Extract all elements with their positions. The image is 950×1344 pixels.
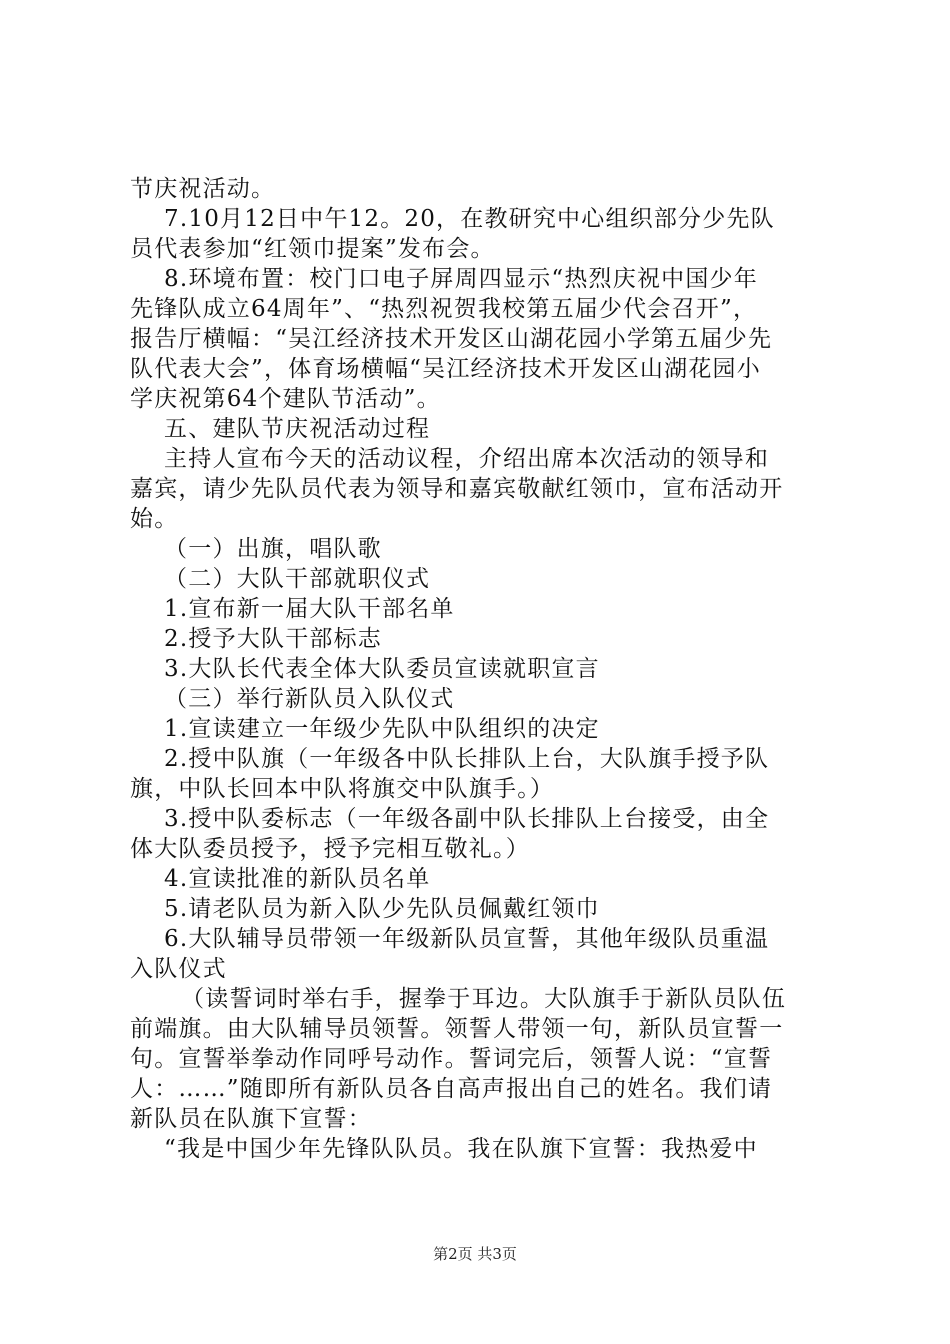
text-line: “我是中国少年先锋队队员。我在队旗下宣誓：我热爱中 (130, 1136, 758, 1162)
list-item: 1.宣布新一届大队干部名单 (130, 596, 455, 622)
text-line: 队代表大会”，体育场横幅“吴江经济技术开发区山湖花园小 (130, 356, 761, 382)
section-heading: 五、建队节庆祝活动过程 (130, 416, 431, 442)
text-line: 学庆祝第64个建队节活动”。 (130, 386, 441, 412)
text-line: 先锋队成立64周年”、“热烈祝贺我校第五届少代会召开”， (130, 296, 758, 322)
list-item: 3.授中队委标志（一年级各副中队长排队上台接受，由全 (130, 806, 770, 832)
text-line: 句。宣誓举拳动作同呼号动作。誓词完后，领誓人说：“宣誓 (130, 1046, 773, 1072)
text-line: 始。 (130, 506, 179, 532)
text-line: 8.环境布置：校门口电子屏周四显示“热烈庆祝中国少年 (130, 266, 758, 292)
text-line: 人：……”随即所有新队员各自高声报出自己的姓名。我们请 (130, 1076, 773, 1102)
list-item: 3.大队长代表全体大队委员宣读就职宣言 (130, 656, 600, 682)
subsection-heading: （三）举行新队员入队仪式 (130, 686, 455, 712)
list-item: 2.授予大队干部标志 (130, 626, 382, 652)
text-line: 入队仪式 (130, 956, 227, 982)
document-body (130, 174, 830, 1164)
text-line: 节庆祝活动。 (130, 176, 276, 202)
text-line: 报告厅横幅：“吴江经济技术开发区山湖花园小学第五届少先 (130, 326, 773, 352)
text-line: 主持人宣布今天的活动议程，介绍出席本次活动的领导和 (130, 446, 770, 472)
text-line: 员代表参加“红领巾提案”发布会。 (130, 236, 495, 262)
list-item: 4.宣读批准的新队员名单 (130, 866, 431, 892)
text-line: （读誓词时举右手，握拳于耳边。大队旗手于新队员队伍 (130, 986, 787, 1012)
text-line: 嘉宾，请少先队员代表为领导和嘉宾敬献红领巾，宣布活动开 (130, 476, 784, 502)
list-item: 1.宣读建立一年级少先队中队组织的决定 (130, 716, 600, 742)
subsection-heading: （一）出旗，唱队歌 (130, 536, 382, 562)
text-line: 前端旗。由大队辅导员领誓。领誓人带领一句，新队员宣誓一 (130, 1016, 784, 1042)
list-item: 5.请老队员为新入队少先队员佩戴红领巾 (130, 896, 600, 922)
page-number-footer: 第2页 共3页 (433, 1245, 517, 1263)
list-item: 6.大队辅导员带领一年级新队员宣誓，其他年级队员重温 (130, 926, 770, 952)
text-line: 新队员在队旗下宣誓： (130, 1106, 372, 1132)
text-line: 旗，中队长回本中队将旗交中队旗手。） (130, 776, 555, 802)
subsection-heading: （二）大队干部就职仪式 (130, 566, 431, 592)
list-item: 2.授中队旗（一年级各中队长排队上台，大队旗手授予队 (130, 746, 770, 772)
text-line: 7.10月12日中午12。20，在教研究中心组织部分少先队 (130, 206, 775, 232)
text-line: 体大队委员授予，授予完相互敬礼。） (130, 836, 530, 862)
